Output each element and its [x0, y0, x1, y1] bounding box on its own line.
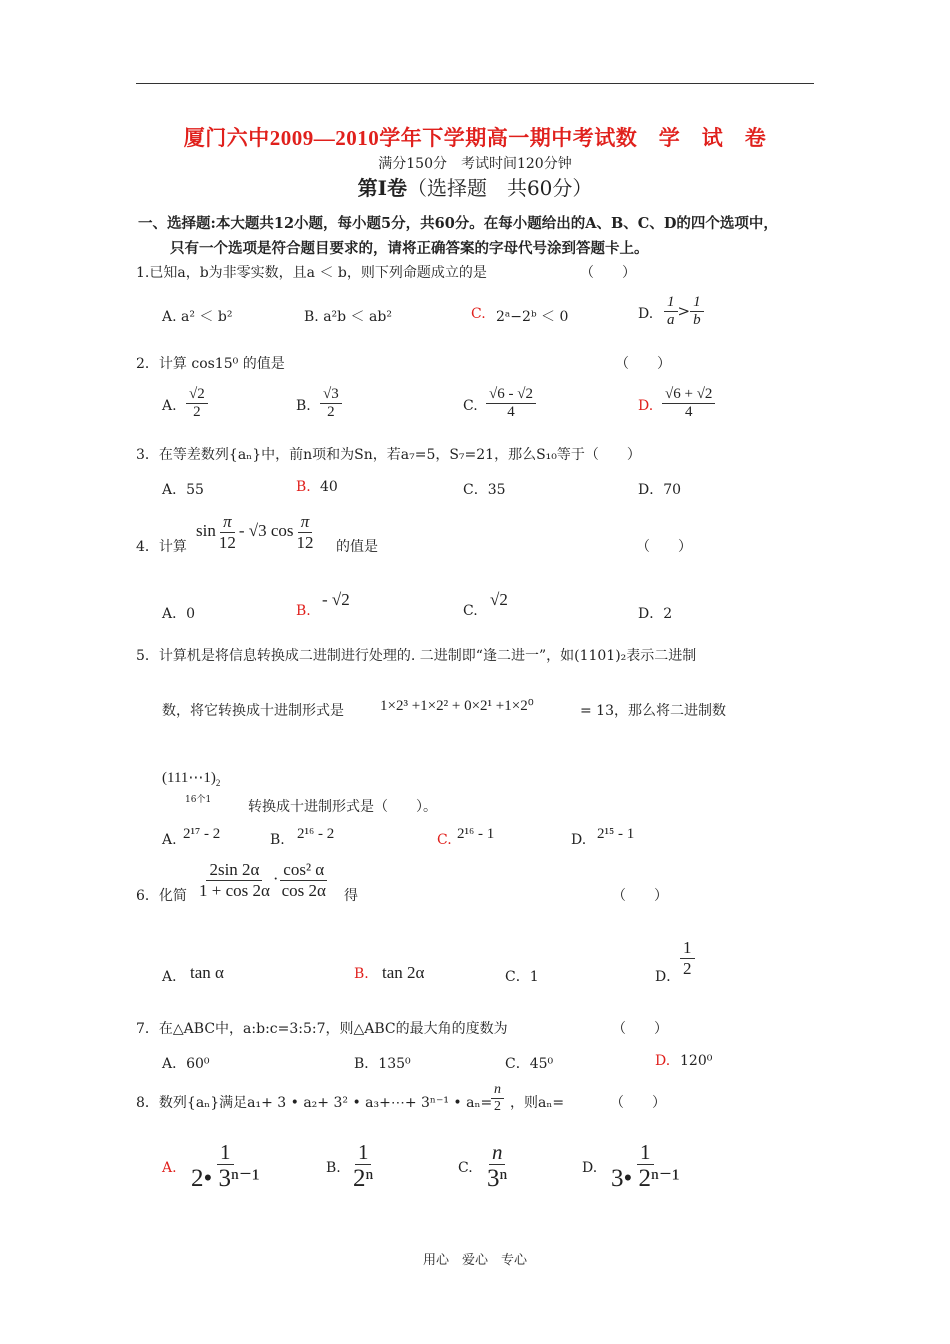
q8-stem-pre: 8．数列{aₙ}满足a₁+ 3 • a₂+ 3² • a₃+⋯+ 3ⁿ⁻¹ • aₙ= — [136, 1095, 493, 1111]
q2-option-b — [320, 386, 342, 422]
q3-option-d: D．70 — [638, 482, 682, 498]
q5-base-subscript: 2 — [215, 778, 221, 788]
q1-d-den2: b — [693, 312, 701, 329]
q2-stem: 2．计算 cos15⁰ 的值是 — [136, 356, 285, 372]
q6-dot: · — [272, 868, 279, 888]
q7-option-b: B．135⁰ — [354, 1056, 411, 1072]
q2-option-a — [186, 386, 208, 422]
q8-a-den: 2• 3ⁿ⁻¹ — [191, 1165, 260, 1193]
q6-d-den: 2 — [683, 958, 692, 978]
q8-option-d-label: D. — [582, 1160, 598, 1176]
q6-expression — [196, 860, 329, 900]
exam-title: 厦门六中2009—2010学年下学期高一期中考试数 学 试 卷 — [183, 126, 767, 150]
q8-c-den: 3ⁿ — [487, 1165, 508, 1193]
q8-stem-fraction — [491, 1082, 504, 1115]
q4-minus-cos: - √3 cos — [238, 520, 294, 540]
q2-a-den: 2 — [193, 404, 201, 421]
q6-d-num: 1 — [680, 938, 695, 959]
q5-line2-post: = 13，那么将二进制数 — [580, 703, 726, 719]
q3-option-a: A．55 — [162, 482, 204, 498]
q6-f1-den: 1 + cos 2α — [199, 880, 270, 900]
q4-option-a: A．0 — [162, 606, 196, 622]
q5-line2-math: 1×2³ +1×2² + 0×2¹ +1×2⁰ — [380, 698, 534, 714]
q8-option-b-label: B. — [326, 1160, 341, 1176]
q4-option-b-label: B. — [296, 603, 311, 619]
q8-b-num: 1 — [355, 1140, 372, 1165]
q2-d-den: 4 — [684, 404, 693, 421]
q8-c-num: n — [489, 1140, 506, 1165]
q4-paren: （ ） — [636, 539, 692, 555]
q7-paren: （ ） — [612, 1021, 668, 1037]
part-subtitle: （选择题 共60分） — [406, 176, 593, 200]
q4-den-1: 12 — [218, 532, 236, 552]
q4-sin: sin — [196, 520, 216, 540]
q2-a-num: √2 — [186, 386, 208, 404]
q1-d-num2: 1 — [690, 294, 704, 312]
q8-option-a — [188, 1140, 263, 1194]
q8-option-c — [484, 1140, 510, 1194]
q5-binary-number: (111⋯1) — [162, 770, 216, 786]
header-rule — [136, 83, 814, 84]
q2-d-num: √6 + √2 — [662, 386, 715, 404]
q6-option-b: tan 2α — [382, 963, 425, 982]
q6-option-a: tan α — [190, 963, 224, 982]
q6-option-c: C．1 — [505, 969, 539, 985]
q4-expression — [196, 512, 317, 552]
q4-stem-pre: 4．计算 — [136, 539, 187, 555]
q5-line3-post: 转换成十进制形式是（ ）。 — [248, 799, 437, 815]
q4-option-c: √2 — [490, 590, 508, 609]
q5-line1: 5．计算机是将信息转换成二进制进行处理的. 二进制即“逢二进一”，如(1101)₂表示二进制 — [136, 648, 697, 664]
q8-option-d — [608, 1140, 683, 1194]
q1-option-c-label: C. — [471, 306, 486, 322]
section-instructions-line2: 只有一个选项是符合题目要求的，请将正确答案的字母代号涂到答题卡上。 — [170, 240, 649, 257]
q8-d-num: 1 — [637, 1140, 654, 1165]
q1-paren: （ ） — [580, 265, 636, 281]
q8-stem-den: 2 — [494, 1099, 501, 1115]
q2-b-num: √3 — [320, 386, 342, 404]
q8-stem-num: n — [491, 1082, 504, 1099]
q3-stem: 3．在等差数列{aₙ}中，前n项和为Sn，若a₇=5，S₇=21，那么S₁₀等于（ ） — [136, 447, 641, 463]
q7-stem: 7．在△ABC中，a:b:c=3:5:7，则△ABC的最大角的度数为 — [136, 1021, 508, 1037]
q3-option-b: 40 — [320, 479, 338, 495]
exam-meta: 满分150分 考试时间120分钟 — [378, 156, 572, 172]
q2-c-num: √6 - √2 — [486, 386, 536, 404]
q7-option-d-label: D. — [655, 1053, 671, 1069]
section-instructions-line1: 一、选择题:本大题共12小题，每小题5分，共60分。在每小题给出的A、B、C、D的四个选项中， — [138, 215, 778, 232]
q8-d-den: 3• 2ⁿ⁻¹ — [611, 1165, 680, 1193]
q3-option-b-label: B. — [296, 479, 311, 495]
q4-den-2: 12 — [296, 532, 314, 552]
q1-stem: 1.已知a，b为非零实数，且a ＜ b，则下列命题成立的是 — [136, 265, 487, 281]
q4-option-c-label: C. — [463, 603, 478, 619]
q7-option-d: 120⁰ — [680, 1053, 713, 1069]
q5-option-a: 2¹⁷ - 2 — [183, 826, 221, 842]
q6-f2-num: cos² α — [280, 860, 327, 881]
q7-option-c: C．45⁰ — [505, 1056, 554, 1072]
q8-option-c-label: C. — [458, 1160, 473, 1176]
q2-option-d-label: D. — [638, 398, 654, 414]
q1-option-c: 2ᵃ−2ᵇ ＜ 0 — [496, 309, 569, 325]
q1-d-op: > — [677, 301, 691, 320]
part-heading — [0, 172, 950, 201]
q5-option-d: 2¹⁵ - 1 — [597, 826, 635, 842]
q1-d-den1: a — [667, 312, 675, 329]
q4-pi-1: π — [220, 512, 235, 533]
q1-option-d-label: D. — [638, 306, 654, 322]
q6-f2-den: cos 2α — [281, 880, 326, 900]
q5-option-b-label: B. — [270, 832, 285, 848]
q2-option-d — [662, 386, 715, 422]
q2-b-den: 2 — [327, 404, 335, 421]
q3-option-c: C．35 — [463, 482, 506, 498]
q8-paren: （ ） — [610, 1095, 666, 1111]
q4-stem-post: 的值是 — [336, 539, 378, 555]
q6-option-a-label: A． — [162, 969, 187, 985]
q1-option-d — [664, 294, 704, 330]
q4-option-b: - √2 — [322, 590, 350, 609]
q5-option-c-label: C. — [437, 832, 452, 848]
q6-option-b-label: B. — [354, 966, 369, 982]
q6-option-d-label: D． — [655, 969, 681, 985]
q1-option-b: B. a²b ＜ ab² — [304, 309, 392, 325]
q8-option-a-label: A. — [162, 1160, 177, 1176]
q5-line3-math — [162, 768, 220, 788]
part-label: 第Ⅰ卷 — [357, 176, 407, 200]
q6-option-d — [680, 938, 695, 978]
q6-paren: （ ） — [612, 888, 668, 904]
q2-option-b-label: B. — [296, 398, 311, 414]
q6-f1-num: 2sin 2α — [206, 860, 262, 881]
q6-stem-post: 得 — [344, 888, 358, 904]
page-footer: 用心 爱心 专心 — [422, 1253, 527, 1268]
q5-line2-pre: 数，将它转换成十进制形式是 — [162, 703, 344, 719]
q5-brace-label: 16个1 — [185, 795, 212, 805]
q1-d-num1: 1 — [664, 294, 678, 312]
q8-b-den: 2ⁿ — [353, 1165, 374, 1193]
q2-option-a-label: A. — [162, 398, 177, 414]
q7-option-a: A．60⁰ — [162, 1056, 210, 1072]
q8-stem-post: ，则aₙ= — [510, 1095, 565, 1111]
q6-stem-pre: 6．化简 — [136, 888, 187, 904]
q2-option-c — [486, 386, 536, 422]
q8-option-b — [350, 1140, 376, 1194]
q5-option-d-label: D. — [571, 832, 587, 848]
q5-option-c: 2¹⁶ - 1 — [457, 826, 495, 842]
q2-paren: （ ） — [615, 356, 671, 372]
q1-option-a: A. a² ＜ b² — [162, 309, 233, 325]
q2-option-c-label: C. — [463, 398, 478, 414]
q8-a-num: 1 — [217, 1140, 234, 1165]
q5-option-b: 2¹⁶ - 2 — [297, 826, 335, 842]
q2-c-den: 4 — [507, 404, 515, 421]
q4-option-d: D．2 — [638, 606, 673, 622]
q4-pi-2: π — [298, 512, 313, 533]
q5-option-a-label: A. — [162, 832, 177, 848]
